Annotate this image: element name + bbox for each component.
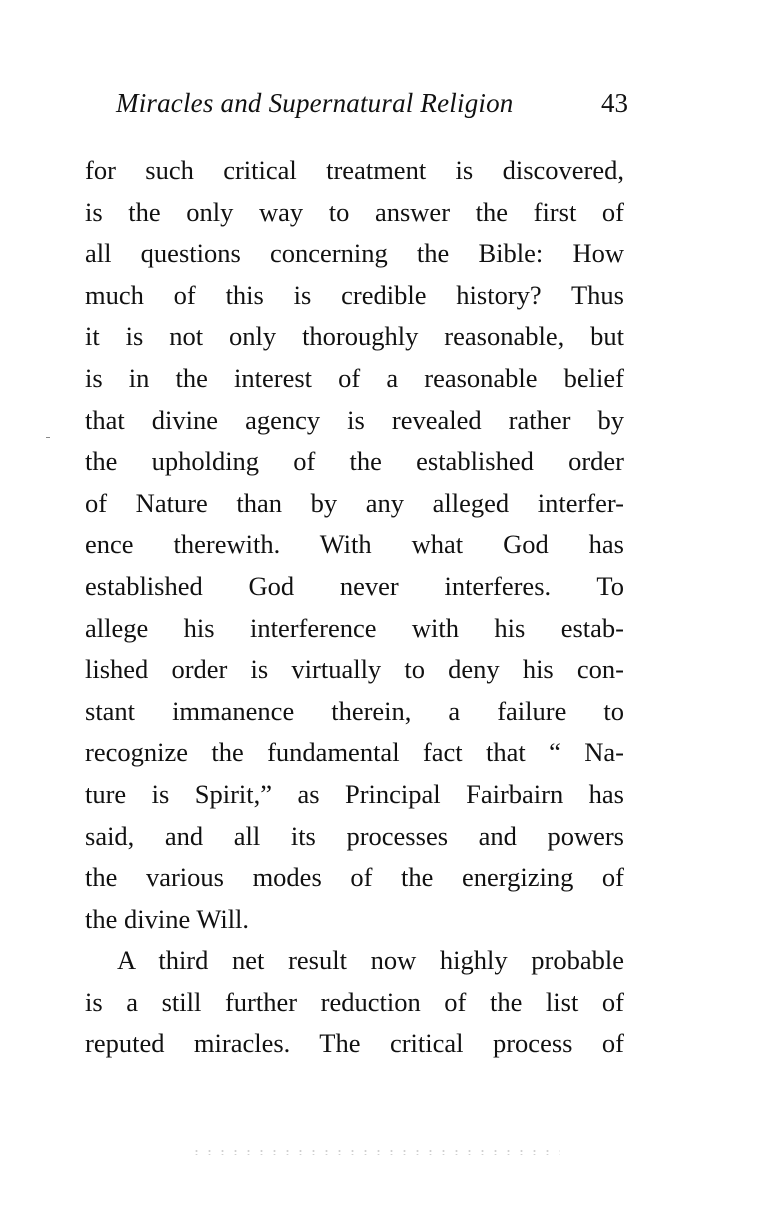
text-line: ence therewith. With what God has [85, 529, 624, 560]
scan-noise [190, 1149, 560, 1155]
text-line: is the only way to answer the first of [85, 196, 624, 227]
text-line: the divine Will. [85, 903, 250, 934]
paragraph-2 [85, 940, 624, 1065]
text-line: A third net result now highly probable [117, 945, 624, 976]
body-text [85, 150, 624, 1065]
text-line: recognize the fundamental fact that “ Na- [85, 737, 624, 768]
text-line: allege his interference with his estab- [85, 612, 624, 643]
paragraph-1 [85, 150, 624, 940]
text-line: the various modes of the energizing of [85, 862, 624, 893]
running-head: Miracles and Supernatural Religion [116, 88, 514, 118]
text-line: stant immanence therein, a failure to [85, 695, 624, 726]
text-line: of Nature than by any alleged interfer- [85, 487, 624, 518]
page-number: 43 [601, 88, 628, 118]
text-line: established God never interferes. To [85, 570, 624, 601]
text-line: the upholding of the established order [85, 446, 624, 477]
text-line: that divine agency is revealed rather by [85, 404, 624, 435]
text-line: all questions concerning the Bible: How [85, 238, 624, 269]
text-line: reputed miracles. The critical process of [85, 1028, 624, 1059]
page-header [116, 88, 628, 128]
margin-mark [46, 437, 50, 438]
text-line: is in the interest of a reasonable belief [85, 362, 624, 393]
text-line: much of this is credible history? Thus [85, 279, 624, 310]
text-line: lished order is virtually to deny his con- [85, 654, 624, 685]
text-line: said, and all its processes and powers [85, 820, 624, 851]
text-line: is a still further reduction of the list of [85, 986, 624, 1017]
text-line: for such critical treatment is discovered, [85, 155, 624, 185]
text-line: ture is Spirit,” as Principal Fairbairn has [85, 778, 624, 809]
text-line: it is not only thoroughly reasonable, but [85, 321, 624, 352]
